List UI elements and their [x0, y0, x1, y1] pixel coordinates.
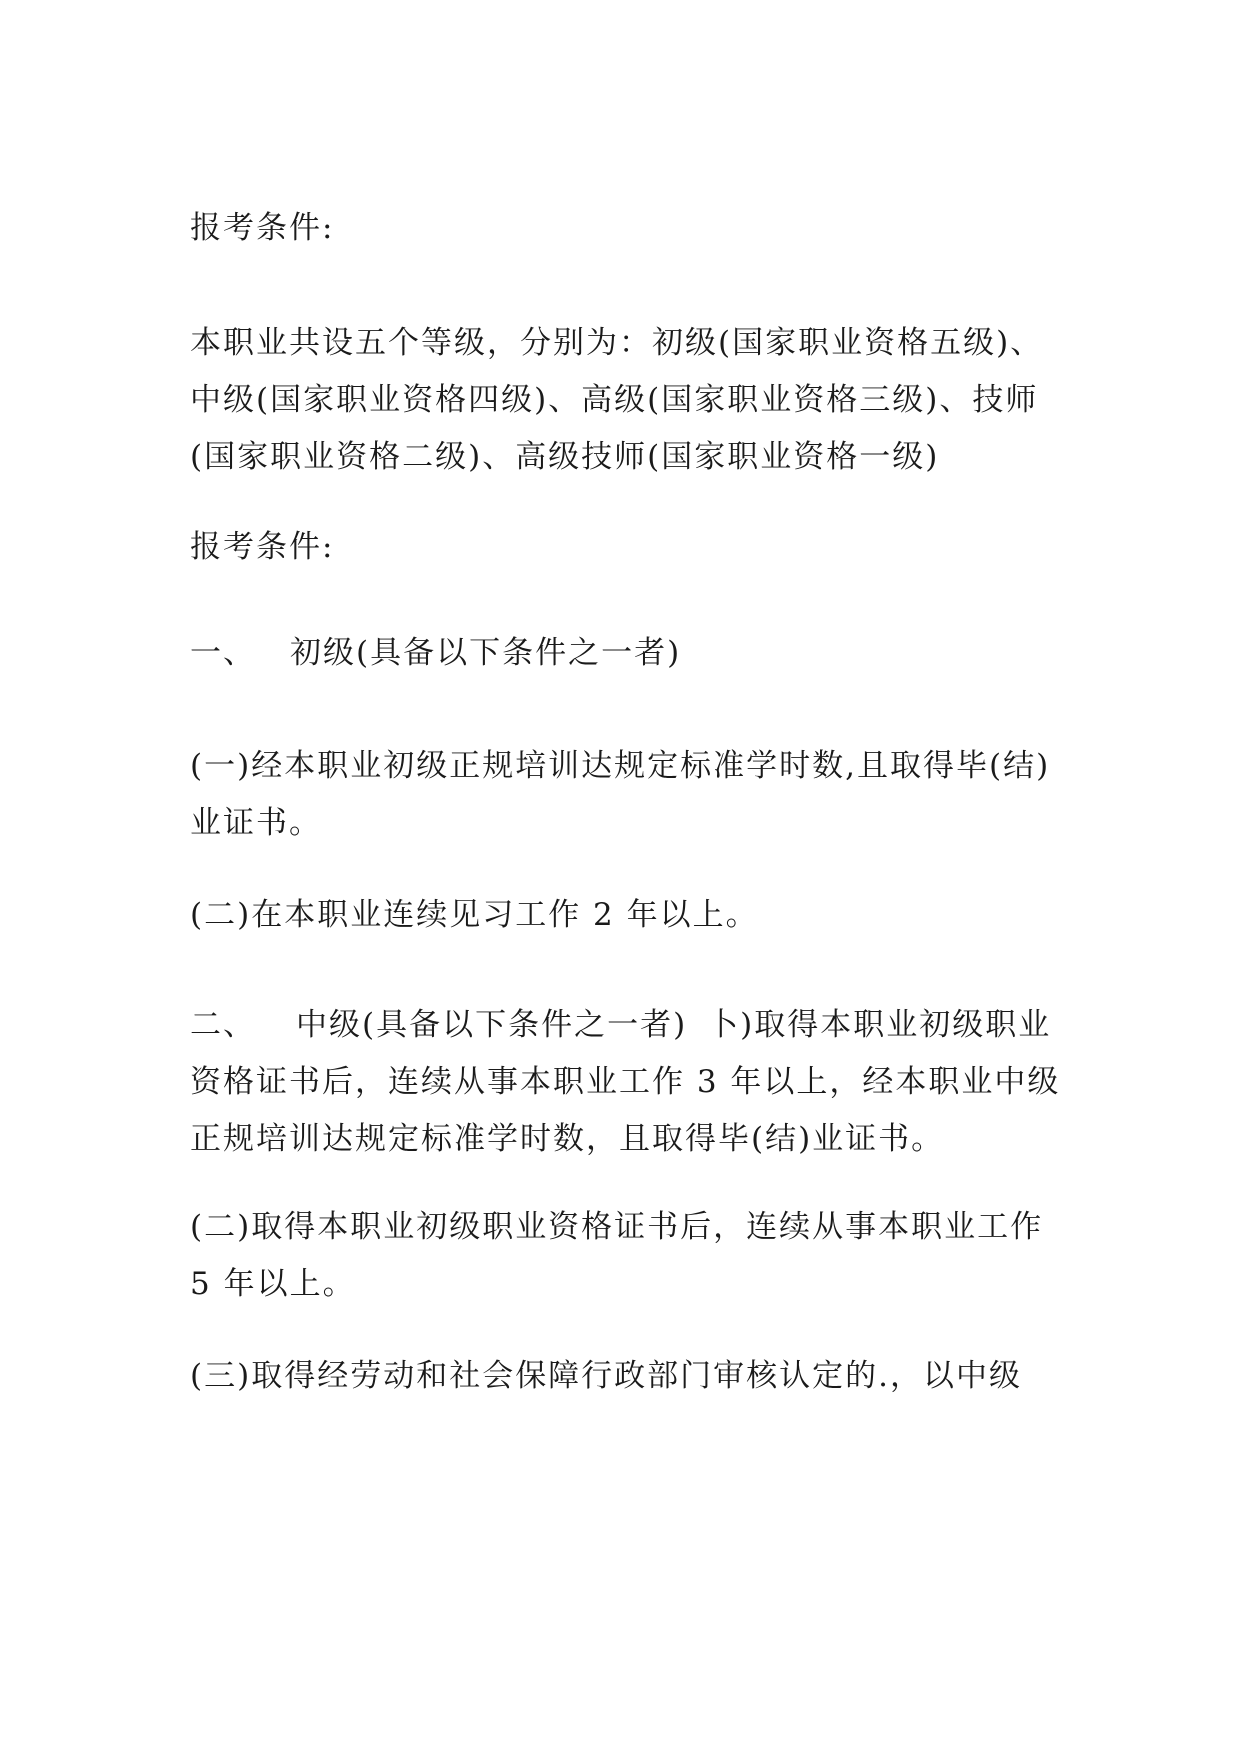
section-title: 中级(具备以下条件之一者) — [296, 1007, 688, 1043]
section-intermediate — [190, 997, 1060, 1168]
section-title: 初级(具备以下条件之一者) — [290, 635, 682, 671]
paragraph-line: (二)取得本职业初级职业资格证书后，连续从事本职业工作 — [190, 1209, 1044, 1245]
paragraph-line: 5 年以上。 — [190, 1266, 356, 1302]
paragraph-line: (二)在本职业连续见习工作 2 年以上。 — [190, 897, 759, 933]
intro-paragraph — [190, 315, 1060, 486]
intermediate-condition-3 — [190, 1348, 1060, 1405]
paragraph-line: (三)取得经劳动和社会保障行政部门审核认定的.，以中级 — [190, 1358, 1023, 1394]
junior-condition-1 — [190, 738, 1060, 852]
heading-exam-conditions — [190, 200, 1060, 257]
section-junior-heading — [190, 625, 1060, 682]
intro-line: 本职业共设五个等级，分别为：初级(国家职业资格五级)、 — [190, 325, 1044, 361]
intro-line: 中级(国家职业资格四级)、高级(国家职业资格三级)、技师 — [190, 382, 1039, 418]
paragraph-line: 卜)取得本职业初级职业 — [707, 1007, 1052, 1043]
intro-line: (国家职业资格二级)、高级技师(国家职业资格一级) — [190, 439, 940, 475]
paragraph-line: 资格证书后，连续从事本职业工作 3 年以上，经本职业中级 — [190, 1064, 1061, 1100]
intermediate-condition-2 — [190, 1199, 1060, 1313]
heading-text: 报考条件: — [190, 210, 335, 246]
section-number: 一、 — [190, 635, 256, 671]
paragraph-line: 正规培训达规定标准学时数，且取得毕(结)业证书。 — [190, 1121, 945, 1157]
heading-text: 报考条件: — [190, 529, 335, 565]
paragraph-line: (一)经本职业初级正规培训达规定标准学时数,且取得毕(结) — [190, 748, 1051, 784]
section-number: 二、 — [190, 1007, 256, 1043]
heading-exam-conditions-2 — [190, 519, 1060, 576]
paragraph-line: 业证书。 — [190, 805, 322, 841]
junior-condition-2 — [190, 887, 1060, 944]
